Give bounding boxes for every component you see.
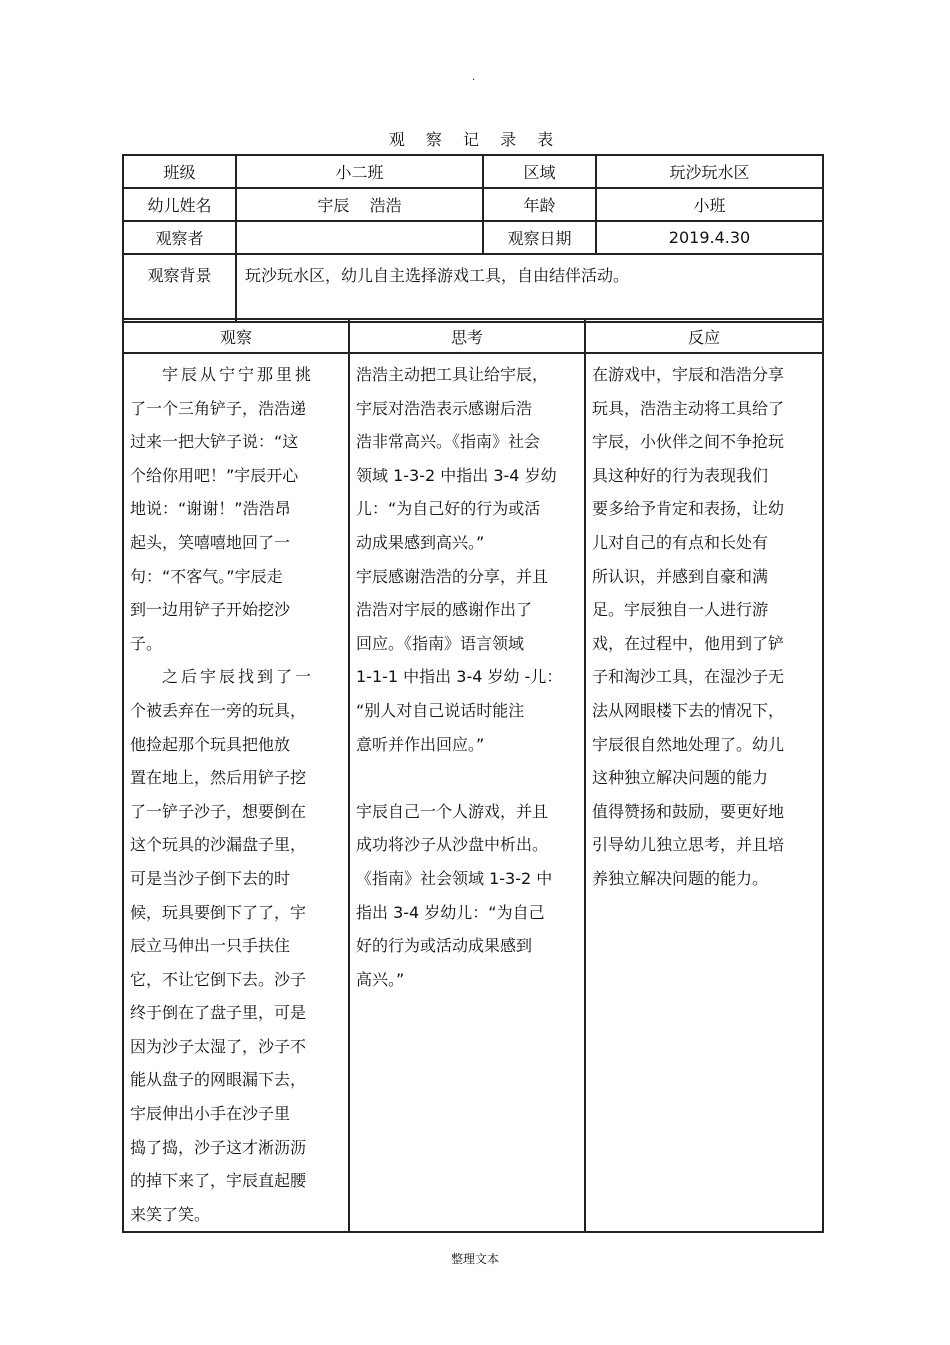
think-line: 回应。《指南》语言领域 bbox=[356, 633, 525, 653]
observe-line: 捣了捣，沙子这才淅沥沥 bbox=[130, 1137, 307, 1157]
think-line: 动成果感到高兴。” bbox=[356, 532, 485, 552]
think-line: 1-1-1 中指出 3-4 岁幼 -儿： bbox=[356, 667, 563, 687]
observe-line: 辰立马伸出一只手扶住 bbox=[130, 936, 291, 956]
think-line: 成功将沙子从沙盘中析出。 bbox=[356, 835, 549, 855]
column-header-observe: 观察 bbox=[123, 319, 349, 353]
observe-line: 能从盘子的网眼漏下去， bbox=[130, 1070, 307, 1090]
observe-line: 地说：“谢谢！”浩浩昂 bbox=[130, 499, 291, 519]
paragraph-gap bbox=[356, 761, 578, 795]
class-value: 小二班 bbox=[236, 155, 483, 188]
think-line: 指出 3-4 岁幼儿：“为自己 bbox=[356, 902, 545, 922]
page-title: 观 察 记 录 表 bbox=[388, 130, 562, 149]
observe-line: 个给你用吧！”宇辰开心 bbox=[130, 465, 299, 485]
column-header-respond: 反应 bbox=[585, 319, 823, 353]
observe-line: 了一个三角铲子，浩浩递 bbox=[130, 398, 307, 418]
respond-cell bbox=[585, 353, 823, 1232]
think-line: 浩浩主动把工具让给宇辰， bbox=[356, 365, 549, 384]
observe-line: 宇辰伸出小手在沙子里 bbox=[130, 1104, 291, 1124]
think-line: 宇辰对浩浩表示感谢后浩 bbox=[356, 398, 533, 418]
observation-table bbox=[122, 318, 824, 1233]
respond-line: 在游戏中，宇辰和浩浩分享 bbox=[592, 365, 785, 384]
respond-line: 值得赞扬和鼓励，要更好地 bbox=[592, 801, 785, 821]
observe-line: 起头，笑嘻嘻地回了一 bbox=[130, 532, 291, 552]
respond-line: 养独立解决问题的能力。 bbox=[592, 868, 769, 888]
class-label: 班级 bbox=[123, 155, 236, 188]
observe-p2-first-line: 之后宇辰找到了一 bbox=[162, 667, 315, 687]
observe-line: 终于倒在了盘子里，可是 bbox=[130, 1003, 307, 1023]
info-table bbox=[122, 154, 824, 323]
respond-line: 法从网眼楼下去的情况下， bbox=[592, 700, 785, 720]
observe-line: 句：“不客气。”宇辰走 bbox=[130, 566, 283, 586]
respond-line: 子和淘沙工具，在湿沙子无 bbox=[592, 667, 785, 687]
respond-line: 玩具，浩浩主动将工具给了 bbox=[592, 398, 785, 418]
think-line: 意听并作出回应。” bbox=[356, 734, 485, 754]
page-footer: 整理文本 bbox=[450, 1252, 499, 1266]
background-label: 观察背景 bbox=[123, 254, 236, 322]
observe-line: 子。 bbox=[130, 633, 163, 653]
think-line: 宇辰感谢浩浩的分享，并且 bbox=[356, 566, 549, 586]
observe-line: 来笑了笑。 bbox=[130, 1204, 211, 1224]
observe-line: 这个玩具的沙漏盘子里， bbox=[130, 835, 307, 855]
respond-line: 要多给予肯定和表扬，让幼 bbox=[592, 499, 785, 519]
think-line: 好的行为或活动成果感到 bbox=[356, 936, 533, 956]
think-cell bbox=[349, 353, 585, 1232]
observe-line: 到一边用铲子开始挖沙 bbox=[130, 600, 291, 620]
respond-line: 宇辰，小伙伴之间不争抢玩 bbox=[592, 432, 785, 452]
think-line: 宇辰自己一个人游戏，并且 bbox=[356, 801, 549, 821]
think-line: 高兴。” bbox=[356, 969, 405, 989]
observe-line: 因为沙子太湿了，沙子不 bbox=[130, 1036, 307, 1056]
header-mark: . bbox=[472, 72, 476, 83]
observer-value bbox=[236, 221, 483, 254]
respond-line: 所认识，并感到自豪和满 bbox=[592, 566, 769, 586]
respond-line: 具这种好的行为表现我们 bbox=[592, 465, 769, 485]
date-label: 观察日期 bbox=[483, 221, 596, 254]
age-label: 年龄 bbox=[483, 188, 596, 221]
observe-line: 可是当沙子倒下去的时 bbox=[130, 868, 291, 888]
column-header-think: 思考 bbox=[349, 319, 585, 353]
think-line: 《指南》社会领域 1-3-2 中 bbox=[356, 868, 553, 888]
think-line: “别人对自己说话时能注 bbox=[356, 700, 525, 720]
observe-line: 它，不让它倒下去。沙子 bbox=[130, 969, 307, 989]
observe-line: 候，玩具要倒下了了，宇 bbox=[130, 902, 307, 922]
think-line: 浩浩对宇辰的感谢作出了 bbox=[356, 600, 533, 620]
observe-cell bbox=[123, 353, 349, 1232]
age-value: 小班 bbox=[596, 188, 823, 221]
observe-line: 了一铲子沙子，想要倒在 bbox=[130, 801, 307, 821]
area-label: 区域 bbox=[483, 155, 596, 188]
think-line: 儿：“为自己好的行为或活 bbox=[356, 499, 541, 519]
observe-line: 置在地上，然后用铲子挖 bbox=[130, 768, 307, 788]
respond-line: 儿对自己的有点和长处有 bbox=[592, 532, 769, 552]
observer-label: 观察者 bbox=[123, 221, 236, 254]
date-value: 2019.4.30 bbox=[596, 221, 823, 254]
child-name-value: 宇辰 浩浩 bbox=[236, 188, 483, 221]
respond-line: 足。宇辰独自一人进行游 bbox=[592, 600, 769, 620]
think-line: 浩非常高兴。《指南》社会 bbox=[356, 432, 541, 452]
respond-line: 宇辰很自然地处理了。幼儿 bbox=[592, 734, 785, 754]
observe-line: 他捡起那个玩具把他放 bbox=[130, 734, 291, 754]
child-name-label: 幼儿姓名 bbox=[123, 188, 236, 221]
respond-line: 戏，在过程中，他用到了铲 bbox=[592, 633, 785, 653]
observe-line: 个被丢弃在一旁的玩具， bbox=[130, 700, 307, 720]
observe-p1-first-line: 宇辰从宁宁那里挑 bbox=[162, 365, 315, 384]
observe-line: 的掉下来了，宇辰直起腰 bbox=[130, 1171, 307, 1191]
respond-line: 这种独立解决问题的能力 bbox=[592, 768, 769, 788]
area-value: 玩沙玩水区 bbox=[596, 155, 823, 188]
respond-line: 引导幼儿独立思考，并且培 bbox=[592, 835, 785, 855]
think-line: 领域 1-3-2 中指出 3-4 岁幼 bbox=[356, 465, 557, 485]
observe-line: 过来一把大铲子说：“这 bbox=[130, 432, 299, 452]
background-value: 玩沙玩水区，幼儿自主选择游戏工具，自由结伴活动。 bbox=[236, 254, 823, 322]
